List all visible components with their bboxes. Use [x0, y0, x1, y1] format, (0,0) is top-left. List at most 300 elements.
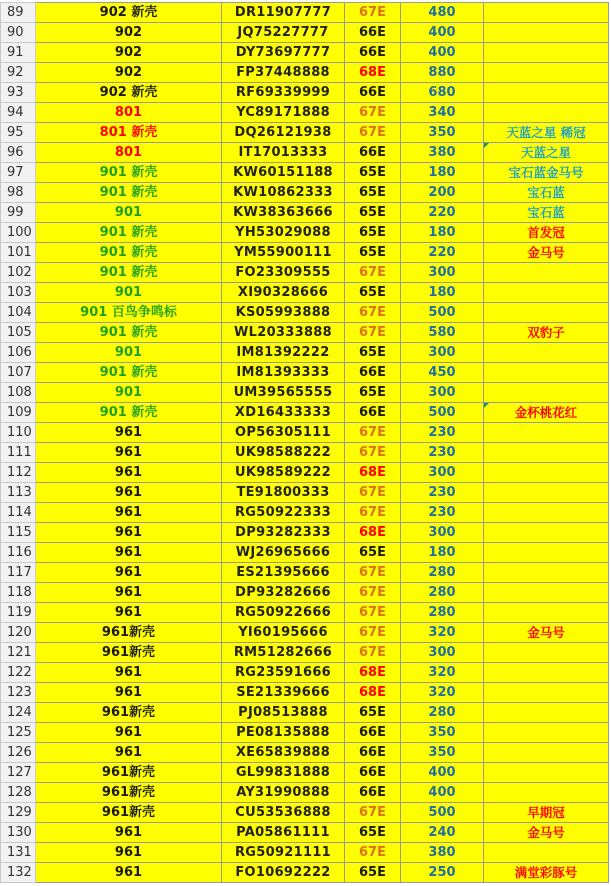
row-number[interactable]: 122 [1, 663, 36, 683]
cell-price[interactable]: 280 [401, 703, 484, 723]
cell-grade[interactable]: 66E [345, 743, 401, 763]
cell-note[interactable] [484, 363, 609, 383]
cell-price[interactable]: 400 [401, 763, 484, 783]
cell-note[interactable]: 金杯桃花红 [484, 403, 609, 423]
cell-grade[interactable]: 66E [345, 783, 401, 803]
cell-grade[interactable]: 66E [345, 723, 401, 743]
cell-type[interactable]: 961 [36, 563, 222, 583]
cell-grade[interactable]: 68E [345, 683, 401, 703]
cell-price[interactable]: 350 [401, 743, 484, 763]
cell-grade[interactable]: 65E [345, 163, 401, 183]
cell-serial-code[interactable]: WJ26965666 [222, 543, 345, 563]
row-number[interactable]: 89 [1, 3, 36, 23]
table-row [1, 463, 609, 483]
cell-note[interactable]: 早期冠 [484, 803, 609, 823]
cell-price[interactable]: 480 [401, 3, 484, 23]
cell-type[interactable]: 961新壳 [36, 803, 222, 823]
cell-price[interactable]: 240 [401, 823, 484, 843]
row-number[interactable]: 102 [1, 263, 36, 283]
cell-type[interactable]: 902 新壳 [36, 83, 222, 103]
spreadsheet-body [1, 3, 609, 883]
table-row [1, 403, 609, 423]
row-number[interactable]: 104 [1, 303, 36, 323]
row-number[interactable]: 116 [1, 543, 36, 563]
cell-serial-code[interactable]: FO23309555 [222, 263, 345, 283]
cell-serial-code[interactable]: IM81392222 [222, 343, 345, 363]
cell-grade[interactable]: 67E [345, 103, 401, 123]
table-row [1, 243, 609, 263]
cell-price[interactable]: 230 [401, 443, 484, 463]
cell-price[interactable]: 340 [401, 103, 484, 123]
table-row [1, 3, 609, 23]
table-row [1, 863, 609, 883]
spreadsheet-table [0, 2, 609, 883]
row-number[interactable]: 124 [1, 703, 36, 723]
row-number[interactable]: 112 [1, 463, 36, 483]
cell-note[interactable]: 满堂彩豚号 [484, 863, 609, 883]
cell-type[interactable]: 961新壳 [36, 783, 222, 803]
cell-price[interactable]: 400 [401, 23, 484, 43]
row-number[interactable]: 92 [1, 63, 36, 83]
cell-price[interactable]: 230 [401, 483, 484, 503]
cell-note[interactable] [484, 263, 609, 283]
cell-type[interactable]: 901 [36, 383, 222, 403]
cell-serial-code[interactable]: YH53029088 [222, 223, 345, 243]
row-number[interactable]: 103 [1, 283, 36, 303]
table-row [1, 803, 609, 823]
cell-price[interactable]: 180 [401, 543, 484, 563]
cell-price[interactable]: 320 [401, 663, 484, 683]
cell-price[interactable]: 320 [401, 683, 484, 703]
cell-serial-code[interactable]: YM55900111 [222, 243, 345, 263]
cell-serial-code[interactable]: RM51282666 [222, 643, 345, 663]
cell-type[interactable]: 901 新壳 [36, 223, 222, 243]
cell-note[interactable] [484, 663, 609, 683]
cell-type[interactable]: 901 新壳 [36, 243, 222, 263]
cell-grade[interactable]: 65E [345, 863, 401, 883]
cell-note[interactable] [484, 683, 609, 703]
table-row [1, 823, 609, 843]
row-number[interactable]: 114 [1, 503, 36, 523]
row-number[interactable]: 118 [1, 583, 36, 603]
table-row [1, 543, 609, 563]
cell-serial-code[interactable]: DP93282666 [222, 583, 345, 603]
row-number[interactable]: 117 [1, 563, 36, 583]
cell-serial-code[interactable]: KW10862333 [222, 183, 345, 203]
table-row [1, 63, 609, 83]
cell-grade[interactable]: 67E [345, 843, 401, 863]
cell-note[interactable]: 宝石蓝 [484, 183, 609, 203]
cell-price[interactable]: 880 [401, 63, 484, 83]
table-row [1, 163, 609, 183]
cell-type[interactable]: 961新壳 [36, 763, 222, 783]
cell-grade[interactable]: 67E [345, 563, 401, 583]
cell-type[interactable]: 961 [36, 823, 222, 843]
cell-grade[interactable]: 67E [345, 323, 401, 343]
cell-price[interactable]: 350 [401, 123, 484, 143]
cell-price[interactable]: 180 [401, 283, 484, 303]
cell-note[interactable] [484, 563, 609, 583]
row-number[interactable]: 107 [1, 363, 36, 383]
cell-grade[interactable]: 65E [345, 223, 401, 243]
row-number[interactable]: 108 [1, 383, 36, 403]
cell-type[interactable]: 961 [36, 483, 222, 503]
row-number[interactable]: 99 [1, 203, 36, 223]
cell-grade[interactable]: 67E [345, 263, 401, 283]
table-row [1, 83, 609, 103]
cell-note[interactable] [484, 843, 609, 863]
cell-grade[interactable]: 65E [345, 383, 401, 403]
cell-type[interactable]: 801 [36, 143, 222, 163]
cell-type[interactable]: 961 [36, 543, 222, 563]
cell-price[interactable]: 300 [401, 523, 484, 543]
cell-note[interactable]: 首发冠 [484, 223, 609, 243]
cell-grade[interactable]: 65E [345, 703, 401, 723]
cell-note[interactable] [484, 763, 609, 783]
table-row [1, 223, 609, 243]
cell-grade[interactable]: 66E [345, 43, 401, 63]
cell-grade[interactable]: 68E [345, 63, 401, 83]
cell-note[interactable] [484, 723, 609, 743]
row-number[interactable]: 109 [1, 403, 36, 423]
table-row [1, 523, 609, 543]
cell-serial-code[interactable]: FO10692222 [222, 863, 345, 883]
cell-note[interactable] [484, 603, 609, 623]
table-row [1, 483, 609, 503]
row-number[interactable]: 132 [1, 863, 36, 883]
cell-serial-code[interactable]: CU53536888 [222, 803, 345, 823]
cell-type[interactable]: 901 [36, 283, 222, 303]
cell-grade[interactable]: 65E [345, 283, 401, 303]
cell-serial-code[interactable]: RG50921111 [222, 843, 345, 863]
table-row [1, 203, 609, 223]
cell-price[interactable]: 380 [401, 143, 484, 163]
table-row [1, 143, 609, 163]
cell-price[interactable]: 280 [401, 583, 484, 603]
table-row [1, 643, 609, 663]
cell-price[interactable]: 300 [401, 463, 484, 483]
cell-note[interactable] [484, 743, 609, 763]
row-number[interactable]: 95 [1, 123, 36, 143]
row-number[interactable]: 91 [1, 43, 36, 63]
cell-type[interactable]: 961 [36, 723, 222, 743]
cell-price[interactable]: 500 [401, 403, 484, 423]
cell-price[interactable]: 350 [401, 723, 484, 743]
cell-note[interactable] [484, 423, 609, 443]
cell-grade[interactable]: 67E [345, 483, 401, 503]
cell-type[interactable]: 901 [36, 343, 222, 363]
cell-price[interactable]: 230 [401, 423, 484, 443]
cell-serial-code[interactable]: DQ26121938 [222, 123, 345, 143]
cell-grade[interactable]: 67E [345, 583, 401, 603]
table-row [1, 363, 609, 383]
cell-price[interactable]: 400 [401, 783, 484, 803]
cell-type[interactable]: 961 [36, 603, 222, 623]
table-row [1, 183, 609, 203]
cell-type[interactable]: 961 [36, 503, 222, 523]
row-number[interactable]: 113 [1, 483, 36, 503]
cell-price[interactable]: 250 [401, 863, 484, 883]
cell-grade[interactable]: 68E [345, 663, 401, 683]
cell-serial-code[interactable]: RG23591666 [222, 663, 345, 683]
cell-grade[interactable]: 67E [345, 423, 401, 443]
cell-grade[interactable]: 66E [345, 143, 401, 163]
cell-type[interactable]: 901 新壳 [36, 183, 222, 203]
cell-price[interactable]: 450 [401, 363, 484, 383]
cell-serial-code[interactable]: PA05861111 [222, 823, 345, 843]
cell-serial-code[interactable]: RG50922666 [222, 603, 345, 623]
cell-serial-code[interactable]: KW60151188 [222, 163, 345, 183]
cell-price[interactable]: 180 [401, 223, 484, 243]
cell-price[interactable]: 180 [401, 163, 484, 183]
cell-type[interactable]: 902 [36, 63, 222, 83]
cell-grade[interactable]: 65E [345, 543, 401, 563]
cell-serial-code[interactable]: KS05993888 [222, 303, 345, 323]
cell-price[interactable]: 220 [401, 203, 484, 223]
cell-note[interactable] [484, 303, 609, 323]
cell-grade[interactable]: 68E [345, 523, 401, 543]
cell-type[interactable]: 961新壳 [36, 643, 222, 663]
cell-serial-code[interactable]: UM39565555 [222, 383, 345, 403]
row-number[interactable]: 101 [1, 243, 36, 263]
cell-serial-code[interactable]: DR11907777 [222, 3, 345, 23]
row-number[interactable]: 105 [1, 323, 36, 343]
cell-price[interactable]: 220 [401, 243, 484, 263]
cell-price[interactable]: 400 [401, 43, 484, 63]
row-number[interactable]: 115 [1, 523, 36, 543]
cell-serial-code[interactable]: ES21395666 [222, 563, 345, 583]
cell-type[interactable]: 801 [36, 103, 222, 123]
cell-note[interactable]: 天蓝之星 稀冠 [484, 123, 609, 143]
cell-type[interactable]: 961 [36, 523, 222, 543]
cell-serial-code[interactable]: AY31990888 [222, 783, 345, 803]
cell-type[interactable]: 902 [36, 23, 222, 43]
cell-type[interactable]: 961 [36, 663, 222, 683]
cell-note[interactable] [484, 523, 609, 543]
table-row [1, 683, 609, 703]
cell-type[interactable]: 901 [36, 203, 222, 223]
cell-serial-code[interactable]: XI90328666 [222, 283, 345, 303]
cell-type[interactable]: 961 [36, 583, 222, 603]
cell-serial-code[interactable]: FP37448888 [222, 63, 345, 83]
row-number[interactable]: 96 [1, 143, 36, 163]
cell-note[interactable] [484, 783, 609, 803]
cell-serial-code[interactable]: JQ75227777 [222, 23, 345, 43]
cell-serial-code[interactable]: PE08135888 [222, 723, 345, 743]
row-number[interactable]: 125 [1, 723, 36, 743]
cell-serial-code[interactable]: RG50922333 [222, 503, 345, 523]
cell-price[interactable]: 300 [401, 343, 484, 363]
cell-type[interactable]: 961 [36, 423, 222, 443]
table-row [1, 623, 609, 643]
cell-note[interactable] [484, 103, 609, 123]
cell-type[interactable]: 901 新壳 [36, 263, 222, 283]
row-number[interactable]: 93 [1, 83, 36, 103]
cell-type[interactable]: 961 [36, 743, 222, 763]
row-number[interactable]: 100 [1, 223, 36, 243]
table-row [1, 663, 609, 683]
cell-type[interactable]: 961新壳 [36, 623, 222, 643]
cell-grade[interactable]: 68E [345, 463, 401, 483]
cell-price[interactable]: 300 [401, 643, 484, 663]
cell-grade[interactable]: 66E [345, 763, 401, 783]
cell-serial-code[interactable]: XE65839888 [222, 743, 345, 763]
cell-price[interactable]: 280 [401, 603, 484, 623]
row-number[interactable]: 110 [1, 423, 36, 443]
row-number[interactable]: 106 [1, 343, 36, 363]
cell-serial-code[interactable]: OP56305111 [222, 423, 345, 443]
cell-grade[interactable]: 67E [345, 443, 401, 463]
cell-serial-code[interactable]: YI60195666 [222, 623, 345, 643]
cell-note[interactable] [484, 63, 609, 83]
row-number[interactable]: 130 [1, 823, 36, 843]
cell-type[interactable]: 961 [36, 463, 222, 483]
row-number[interactable]: 126 [1, 743, 36, 763]
cell-serial-code[interactable]: RF69339999 [222, 83, 345, 103]
cell-grade[interactable]: 65E [345, 243, 401, 263]
row-number[interactable]: 120 [1, 623, 36, 643]
cell-grade[interactable]: 67E [345, 123, 401, 143]
row-number[interactable]: 129 [1, 803, 36, 823]
cell-note[interactable]: 金马号 [484, 243, 609, 263]
cell-serial-code[interactable]: GL99831888 [222, 763, 345, 783]
cell-type[interactable]: 901 新壳 [36, 163, 222, 183]
table-row [1, 103, 609, 123]
row-number[interactable]: 121 [1, 643, 36, 663]
cell-grade[interactable]: 66E [345, 83, 401, 103]
cell-serial-code[interactable]: IM81393333 [222, 363, 345, 383]
cell-note[interactable] [484, 543, 609, 563]
cell-type[interactable]: 901 百鸟争鸣标 [36, 303, 222, 323]
row-number[interactable]: 131 [1, 843, 36, 863]
cell-type[interactable]: 961 [36, 843, 222, 863]
cell-note[interactable] [484, 283, 609, 303]
cell-price[interactable]: 580 [401, 323, 484, 343]
cell-note[interactable]: 双豹子 [484, 323, 609, 343]
cell-note[interactable]: 天蓝之星 [484, 143, 609, 163]
cell-grade[interactable]: 65E [345, 203, 401, 223]
table-row [1, 503, 609, 523]
cell-serial-code[interactable]: XD16433333 [222, 403, 345, 423]
cell-note[interactable] [484, 383, 609, 403]
cell-price[interactable]: 320 [401, 623, 484, 643]
cell-price[interactable]: 230 [401, 503, 484, 523]
cell-grade[interactable]: 66E [345, 403, 401, 423]
cell-serial-code[interactable]: UK98589222 [222, 463, 345, 483]
cell-grade[interactable]: 67E [345, 623, 401, 643]
table-row [1, 763, 609, 783]
cell-type[interactable]: 901 新壳 [36, 363, 222, 383]
cell-serial-code[interactable]: YC89171888 [222, 103, 345, 123]
cell-serial-code[interactable]: UK98588222 [222, 443, 345, 463]
cell-note[interactable] [484, 3, 609, 23]
table-row [1, 283, 609, 303]
cell-grade[interactable]: 67E [345, 643, 401, 663]
cell-serial-code[interactable]: DY73697777 [222, 43, 345, 63]
cell-note[interactable] [484, 583, 609, 603]
cell-price[interactable]: 380 [401, 843, 484, 863]
cell-type[interactable]: 961 [36, 443, 222, 463]
row-number[interactable]: 98 [1, 183, 36, 203]
table-row [1, 783, 609, 803]
cell-grade[interactable]: 65E [345, 343, 401, 363]
row-number[interactable]: 90 [1, 23, 36, 43]
cell-grade[interactable]: 66E [345, 23, 401, 43]
cell-note[interactable]: 宝石蓝金马号 [484, 163, 609, 183]
table-row [1, 263, 609, 283]
table-row [1, 323, 609, 343]
row-number[interactable]: 128 [1, 783, 36, 803]
cell-grade[interactable]: 65E [345, 183, 401, 203]
row-number[interactable]: 127 [1, 763, 36, 783]
cell-price[interactable]: 200 [401, 183, 484, 203]
cell-note[interactable] [484, 443, 609, 463]
cell-note[interactable]: 宝石蓝 [484, 203, 609, 223]
cell-note[interactable] [484, 703, 609, 723]
cell-note[interactable] [484, 343, 609, 363]
cell-price[interactable]: 300 [401, 383, 484, 403]
cell-price[interactable]: 280 [401, 563, 484, 583]
table-row [1, 743, 609, 763]
row-number[interactable]: 97 [1, 163, 36, 183]
cell-price[interactable]: 500 [401, 303, 484, 323]
cell-grade[interactable]: 65E [345, 823, 401, 843]
cell-comment-indicator-icon [484, 403, 489, 408]
cell-grade[interactable]: 66E [345, 363, 401, 383]
row-number[interactable]: 94 [1, 103, 36, 123]
cell-type[interactable]: 901 新壳 [36, 323, 222, 343]
cell-note[interactable] [484, 83, 609, 103]
cell-grade[interactable]: 67E [345, 603, 401, 623]
cell-grade[interactable]: 67E [345, 503, 401, 523]
cell-grade[interactable]: 67E [345, 3, 401, 23]
cell-price[interactable]: 300 [401, 263, 484, 283]
cell-price[interactable]: 500 [401, 803, 484, 823]
cell-grade[interactable]: 67E [345, 803, 401, 823]
cell-note[interactable] [484, 503, 609, 523]
cell-serial-code[interactable]: IT17013333 [222, 143, 345, 163]
cell-note[interactable] [484, 643, 609, 663]
cell-type[interactable]: 961 [36, 863, 222, 883]
cell-serial-code[interactable]: TE91800333 [222, 483, 345, 503]
cell-note[interactable] [484, 483, 609, 503]
cell-grade[interactable]: 67E [345, 303, 401, 323]
cell-type[interactable]: 961 [36, 683, 222, 703]
cell-type[interactable]: 902 [36, 43, 222, 63]
cell-serial-code[interactable]: DP93282333 [222, 523, 345, 543]
cell-serial-code[interactable]: PJ08513888 [222, 703, 345, 723]
cell-type[interactable]: 961新壳 [36, 703, 222, 723]
cell-price[interactable]: 680 [401, 83, 484, 103]
cell-serial-code[interactable]: SE21339666 [222, 683, 345, 703]
table-row [1, 383, 609, 403]
table-row [1, 43, 609, 63]
cell-note[interactable] [484, 23, 609, 43]
cell-note[interactable]: 金马号 [484, 623, 609, 643]
cell-note[interactable] [484, 463, 609, 483]
cell-note[interactable] [484, 43, 609, 63]
cell-comment-indicator-icon [484, 143, 489, 148]
cell-type[interactable]: 902 新壳 [36, 3, 222, 23]
cell-serial-code[interactable]: KW38363666 [222, 203, 345, 223]
row-number[interactable]: 119 [1, 603, 36, 623]
cell-type[interactable]: 801 新壳 [36, 123, 222, 143]
cell-note[interactable]: 金马号 [484, 823, 609, 843]
cell-serial-code[interactable]: WL20333888 [222, 323, 345, 343]
cell-type[interactable]: 901 新壳 [36, 403, 222, 423]
row-number[interactable]: 111 [1, 443, 36, 463]
row-number[interactable]: 123 [1, 683, 36, 703]
